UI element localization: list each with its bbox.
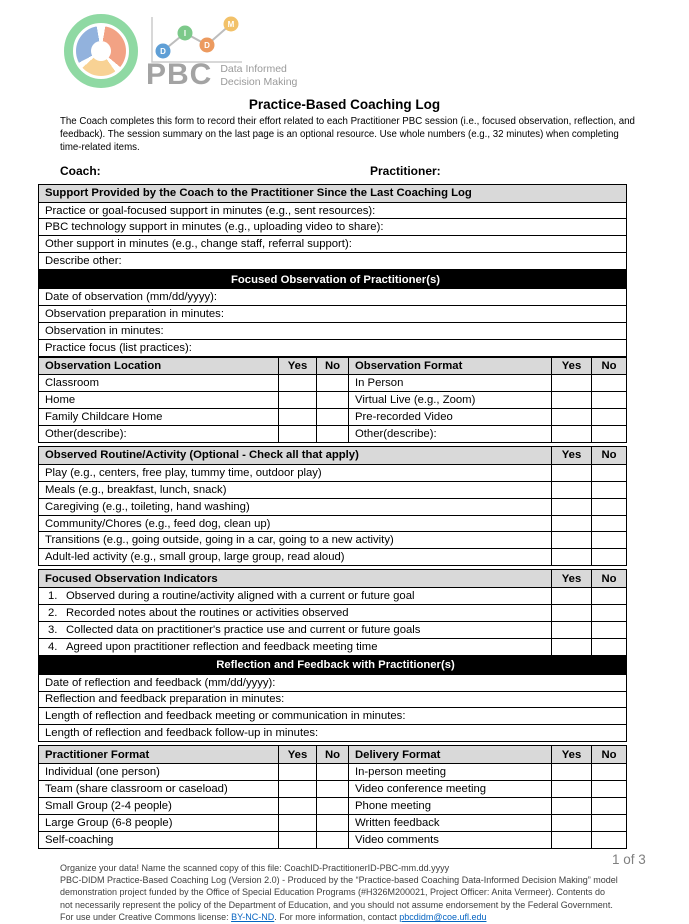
indicators-table	[38, 569, 627, 655]
routine-row	[39, 464, 626, 481]
delivery-format-label: Phone meeting	[355, 799, 431, 812]
yes-checkbox-cell[interactable]	[551, 605, 591, 621]
practitioner-format-label: Small Group (2-4 people)	[45, 799, 172, 812]
indicators-header: Focused Observation Indicators	[39, 570, 551, 587]
no-checkbox-cell[interactable]	[316, 764, 348, 780]
table-row	[39, 831, 626, 848]
page-title: Practice-Based Coaching Log	[248, 97, 441, 112]
routine-table	[38, 446, 627, 566]
format-label: Virtual Live (e.g., Zoom)	[355, 394, 476, 407]
no-checkbox-cell[interactable]	[591, 764, 626, 780]
field-label: Date of reflection and feedback (mm/dd/yyyy):	[45, 676, 276, 689]
yes-checkbox-cell[interactable]	[278, 781, 316, 797]
yes-checkbox-cell[interactable]	[551, 764, 591, 780]
tagline-line1: Data Informed	[220, 63, 287, 75]
reflection-row-meeting-length[interactable]	[39, 707, 626, 724]
logo-tagline	[220, 63, 297, 88]
field-label: Observation preparation in minutes:	[45, 307, 224, 320]
delivery-format-label: Written feedback	[355, 816, 440, 829]
no-checkbox-cell[interactable]	[591, 639, 626, 655]
routine-label: Caregiving (e.g., toileting, hand washing)	[45, 500, 250, 513]
yes-column-header: Yes	[278, 746, 316, 763]
yes-checkbox-cell[interactable]	[551, 532, 591, 548]
no-checkbox-cell[interactable]	[316, 781, 348, 797]
no-checkbox-cell[interactable]	[591, 426, 626, 442]
no-checkbox-cell[interactable]	[316, 426, 348, 442]
practitioner-format-label: Individual (one person)	[45, 766, 160, 778]
field-label: Length of reflection and feedback meeting or communication in minutes:	[45, 710, 406, 723]
no-checkbox-cell[interactable]	[591, 798, 626, 814]
yes-checkbox-cell[interactable]	[551, 482, 591, 498]
table-row	[39, 408, 626, 425]
footer-line1: Organize your data! Name the scanned copy of this file: CoachID-PractitionerID-PBC-mm.dd.yyyy	[60, 862, 450, 873]
yes-checkbox-cell[interactable]	[551, 588, 591, 604]
yes-column-header: Yes	[551, 358, 591, 375]
no-checkbox-cell[interactable]	[591, 549, 626, 565]
logo-right-block	[146, 14, 297, 90]
yes-checkbox-cell[interactable]	[551, 832, 591, 848]
routine-row	[39, 498, 626, 515]
routine-label: Meals (e.g., breakfast, lunch, snack)	[45, 483, 227, 496]
yes-column-header: Yes	[551, 746, 591, 763]
practitioner-format-label: Team (share classroom or caseload)	[45, 782, 228, 795]
observation-row-preparation[interactable]	[39, 305, 626, 322]
no-column-header: No	[316, 358, 348, 375]
field-label: Describe other:	[45, 255, 122, 268]
format-label: Pre-recorded Video	[355, 411, 453, 424]
yes-checkbox-cell[interactable]	[551, 781, 591, 797]
yes-checkbox-cell[interactable]	[278, 832, 316, 848]
table-row	[39, 814, 626, 831]
license-link[interactable]: BY-NC-ND	[231, 912, 275, 923]
yes-checkbox-cell[interactable]	[551, 549, 591, 565]
no-checkbox-cell[interactable]	[591, 465, 626, 481]
practitioner-format-label: Self-coaching	[45, 833, 114, 846]
formats-table	[38, 745, 627, 848]
indicator-label: Recorded notes about the routines or activities observed	[66, 606, 349, 619]
routine-label: Community/Chores (e.g., feed dog, clean up)	[45, 517, 271, 530]
no-checkbox-cell[interactable]	[591, 832, 626, 848]
no-checkbox-cell[interactable]	[591, 516, 626, 532]
routine-header: Observed Routine/Activity (Optional - Check all that apply)	[39, 447, 551, 464]
practitioner-format-header: Practitioner Format	[39, 746, 278, 763]
support-row-describe-other[interactable]	[39, 252, 626, 269]
field-label: Practice focus (list practices):	[45, 341, 192, 354]
location-label: Home	[45, 394, 76, 407]
indicator-label: Agreed upon practitioner reflection and feedback meeting time	[66, 640, 378, 653]
indicator-number: 3.	[48, 623, 58, 636]
no-checkbox-cell[interactable]	[591, 622, 626, 638]
table-row	[39, 425, 626, 442]
field-label: Observation in minutes:	[45, 324, 164, 337]
support-table	[38, 184, 627, 270]
footer-line2	[60, 874, 619, 924]
indicator-row	[39, 604, 626, 621]
observation-row-minutes[interactable]	[39, 322, 626, 339]
focused-observation-table	[38, 270, 627, 356]
field-label: Date of observation (mm/dd/yyyy):	[45, 290, 218, 303]
yes-checkbox-cell[interactable]	[278, 375, 316, 391]
routine-row	[39, 515, 626, 532]
routine-row	[39, 481, 626, 498]
yes-checkbox-cell[interactable]	[278, 426, 316, 442]
observation-location-header: Observation Location	[39, 358, 278, 375]
yes-checkbox-cell[interactable]	[551, 639, 591, 655]
table-row	[39, 391, 626, 408]
no-checkbox-cell[interactable]	[591, 482, 626, 498]
pbc-logo	[64, 14, 297, 90]
support-row-practice[interactable]	[39, 202, 626, 219]
contact-email-link[interactable]: pbcdidm@coe.ufl.edu	[399, 912, 487, 923]
no-checkbox-cell[interactable]	[316, 798, 348, 814]
page-number: 1 of 3	[612, 852, 646, 867]
yes-column-header: Yes	[278, 358, 316, 375]
table-row	[39, 780, 626, 797]
no-checkbox-cell[interactable]	[316, 375, 348, 391]
delivery-format-label: In-person meeting	[355, 766, 447, 778]
yes-checkbox-cell[interactable]	[551, 622, 591, 638]
didm-letter-d2: D	[204, 41, 210, 50]
pie-donut-logo-icon	[64, 14, 138, 88]
support-row-technology[interactable]	[39, 218, 626, 235]
yes-checkbox-cell[interactable]	[278, 409, 316, 425]
observation-format-header: Observation Format	[348, 358, 551, 375]
observation-row-date[interactable]	[39, 288, 626, 305]
yes-checkbox-cell[interactable]	[551, 798, 591, 814]
no-checkbox-cell[interactable]	[591, 588, 626, 604]
indicator-row	[39, 621, 626, 638]
yes-checkbox-cell[interactable]	[551, 426, 591, 442]
observation-row-practice-focus[interactable]	[39, 339, 626, 356]
intro-text: The Coach completes this form to record their effort related to each Practitioner PBC session (i.e., focused observation, reflection, and feedback). The session summary on the last page is an optional resource. Use whole numbers (e.g., 32 minutes) when completing time-related items.	[60, 116, 635, 153]
no-checkbox-cell[interactable]	[591, 605, 626, 621]
indicator-label: Collected data on practitioner's practice use and current or future goals	[66, 623, 421, 636]
yes-checkbox-cell[interactable]	[551, 465, 591, 481]
practitioner-format-label: Large Group (6-8 people)	[45, 816, 173, 829]
no-checkbox-cell[interactable]	[591, 499, 626, 515]
routine-row	[39, 548, 626, 565]
location-label: Family Childcare Home	[45, 411, 163, 424]
field-label: PBC technology support in minutes (e.g., uploading video to share):	[45, 221, 384, 234]
routine-label: Adult-led activity (e.g., small group, large group, read aloud)	[45, 551, 345, 564]
footer-line2-middle: . For more information, contact	[274, 912, 400, 923]
format-label: Other(describe):	[355, 428, 437, 441]
no-checkbox-cell[interactable]	[316, 832, 348, 848]
field-label: Reflection and feedback preparation in minutes:	[45, 693, 285, 706]
support-row-other[interactable]	[39, 235, 626, 252]
yes-column-header: Yes	[551, 570, 591, 587]
indicator-label: Observed during a routine/activity aligned with a current or future goal	[66, 590, 415, 603]
yes-checkbox-cell[interactable]	[278, 392, 316, 408]
yes-checkbox-cell[interactable]	[551, 392, 591, 408]
no-column-header: No	[591, 447, 626, 464]
coach-label: Coach:	[60, 163, 101, 178]
no-checkbox-cell[interactable]	[591, 375, 626, 391]
no-checkbox-cell[interactable]	[591, 781, 626, 797]
reflection-header: Reflection and Feedback with Practitioner(s)	[39, 657, 626, 674]
footer-note	[60, 862, 619, 924]
reflection-row-preparation[interactable]	[39, 691, 626, 708]
reflection-table	[38, 656, 627, 742]
focused-observation-header: Focused Observation of Practitioner(s)	[39, 271, 626, 288]
no-checkbox-cell[interactable]	[591, 409, 626, 425]
delivery-format-header: Delivery Format	[348, 746, 551, 763]
indicator-number: 4.	[48, 640, 58, 653]
yes-column-header: Yes	[551, 447, 591, 464]
didm-letter-i: I	[183, 29, 187, 38]
practitioner-label: Practitioner:	[370, 163, 441, 178]
yes-checkbox-cell[interactable]	[278, 798, 316, 814]
indicator-number: 1.	[48, 590, 58, 603]
routine-row	[39, 531, 626, 548]
no-column-header: No	[591, 570, 626, 587]
routine-label: Transitions (e.g., going outside, going in a car, going to a new activity)	[45, 534, 394, 547]
support-section-header: Support Provided by the Coach to the Practitioner Since the Last Coaching Log	[39, 185, 626, 202]
no-checkbox-cell[interactable]	[316, 409, 348, 425]
indicator-row	[39, 638, 626, 655]
routine-label: Play (e.g., centers, free play, tummy time, outdoor play)	[45, 466, 322, 479]
no-column-header: No	[591, 746, 626, 763]
table-row	[39, 797, 626, 814]
yes-checkbox-cell[interactable]	[551, 815, 591, 831]
didm-letter-d1: D	[160, 47, 166, 56]
yes-checkbox-cell[interactable]	[551, 409, 591, 425]
field-label: Length of reflection and feedback follow-up in minutes:	[45, 727, 319, 740]
footer-line2-text: PBC-DIDM Practice-Based Coaching Log (Version 2.0) - Produced by the “Practice-based Coaching Data-Informed Decision Making” model demonstration project funded by the Office of Special Education Programs (#H326M200021, Project Officer: Anita Vermeer). Contents do not necessarily represent the policy of the Department of Education, and you should not assume endorsement by the Federal Government. For use under Creative Commons license:	[60, 874, 618, 923]
indicator-row	[39, 587, 626, 604]
yes-checkbox-cell[interactable]	[278, 764, 316, 780]
no-checkbox-cell[interactable]	[591, 815, 626, 831]
no-column-header: No	[591, 358, 626, 375]
reflection-row-followup-length[interactable]	[39, 724, 626, 741]
reflection-row-date[interactable]	[39, 674, 626, 691]
yes-checkbox-cell[interactable]	[278, 815, 316, 831]
table-row	[39, 374, 626, 391]
no-checkbox-cell[interactable]	[316, 815, 348, 831]
yes-checkbox-cell[interactable]	[551, 499, 591, 515]
no-column-header: No	[316, 746, 348, 763]
pbc-wordmark: PBC	[146, 58, 213, 91]
delivery-format-label: Video conference meeting	[355, 782, 487, 795]
yes-checkbox-cell[interactable]	[551, 375, 591, 391]
location-label: Other(describe):	[45, 428, 127, 441]
no-checkbox-cell[interactable]	[591, 392, 626, 408]
yes-checkbox-cell[interactable]	[551, 516, 591, 532]
no-checkbox-cell[interactable]	[316, 392, 348, 408]
names-row	[0, 164, 689, 184]
no-checkbox-cell[interactable]	[591, 532, 626, 548]
field-label: Practice or goal-focused support in minutes (e.g., sent resources):	[45, 204, 376, 217]
indicator-number: 2.	[48, 606, 58, 619]
location-format-table	[38, 357, 627, 443]
table-row	[39, 763, 626, 780]
delivery-format-label: Video comments	[355, 833, 439, 846]
tagline-line2: Decision Making	[220, 75, 298, 88]
location-label: Classroom	[45, 377, 99, 390]
format-label: In Person	[355, 377, 404, 390]
field-label: Other support in minutes (e.g., change staff, referral support):	[45, 238, 352, 251]
didm-letter-m: M	[227, 20, 235, 29]
